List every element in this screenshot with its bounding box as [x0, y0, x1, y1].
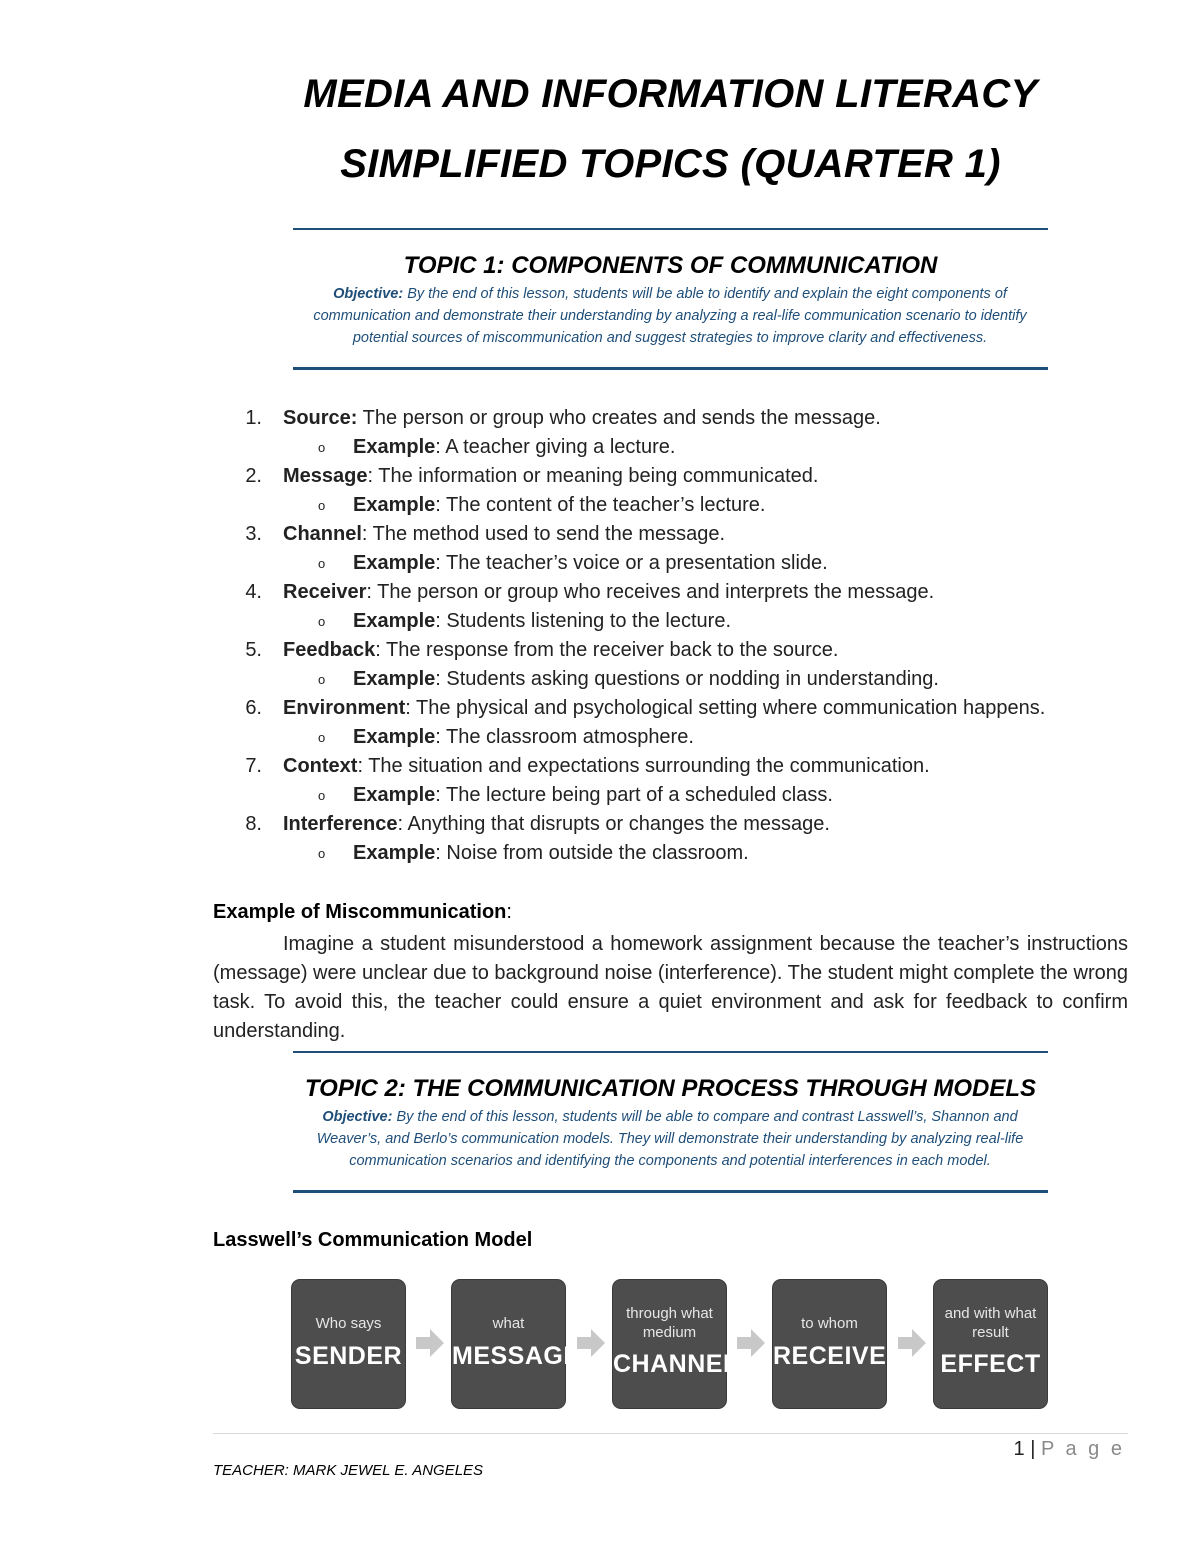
topic2-objective-label: Objective:	[322, 1109, 393, 1125]
component-description: : The physical and psychological setting where communication happens.	[405, 697, 1046, 719]
component-text	[283, 520, 725, 549]
topic1-bottom-rule	[293, 367, 1048, 370]
component-number: 5.	[245, 639, 262, 661]
miscommunication-label: Example of Miscommunication	[213, 901, 507, 923]
page-number	[1014, 1438, 1125, 1461]
arrow-right-icon	[416, 1328, 444, 1358]
lasswell-box-label: RECEIVER	[773, 1342, 905, 1370]
component-description: : Anything that disrupts or changes the message.	[397, 813, 830, 835]
component-description: : The situation and expectations surrounding the communication.	[357, 755, 930, 777]
miscommunication-colon: :	[506, 901, 512, 923]
component-text	[283, 462, 819, 491]
topic1-heading: TOPIC 1: COMPONENTS OF COMMUNICATION	[403, 252, 938, 279]
example-value: : The content of the teacher’s lecture.	[435, 494, 766, 516]
topic2-top-rule	[293, 1051, 1048, 1053]
lasswell-box-caption: what	[492, 1315, 525, 1332]
example-label: Example	[353, 494, 436, 516]
bullet-icon: o	[318, 788, 326, 803]
lasswell-box-caption: Who says	[315, 1315, 382, 1332]
topic1-objective	[300, 283, 1040, 349]
component-number: 1.	[245, 407, 262, 429]
component-term: Context	[283, 755, 358, 777]
lasswell-box-sender	[292, 1280, 405, 1408]
example-label: Example	[353, 726, 436, 748]
component-number: 3.	[245, 523, 262, 545]
page-label: P a g e	[1040, 1438, 1125, 1460]
example-value: : The lecture being part of a scheduled class.	[435, 784, 833, 806]
example-text	[353, 781, 833, 810]
topic2-heading: TOPIC 2: THE COMMUNICATION PROCESS THROUGH MODELS	[304, 1075, 1037, 1102]
bullet-icon: o	[318, 498, 326, 513]
example-text	[353, 839, 749, 868]
component-number: 6.	[245, 697, 262, 719]
example-value: : The classroom atmosphere.	[435, 726, 694, 748]
topic2-bottom-rule	[293, 1190, 1048, 1193]
example-value: : The teacher’s voice or a presentation slide.	[435, 552, 828, 574]
component-text	[283, 752, 930, 781]
component-text	[283, 810, 830, 839]
arrow-right-icon	[737, 1328, 765, 1358]
component-term: Message	[283, 465, 368, 487]
example-value: : Students asking questions or nodding in understanding.	[435, 668, 939, 690]
example-text	[353, 549, 828, 578]
component-number: 8.	[245, 813, 262, 835]
example-label: Example	[353, 552, 436, 574]
topic2-objective-text: By the end of this lesson, students will be able to compare and contrast Lasswell’s, Shannon and Weaver’s, and Berlo’s communication models. They will demonstrate their understanding by analyzing real-life communication scenarios and identifying the components and potential interferences in each model.	[316, 1109, 1024, 1169]
example-label: Example	[353, 784, 436, 806]
component-description: : The person or group who receives and interprets the message.	[366, 581, 935, 603]
example-label: Example	[353, 436, 436, 458]
component-number: 2.	[245, 465, 262, 487]
component-term: Environment	[283, 697, 406, 719]
lasswell-box-message	[452, 1280, 581, 1408]
example-value: : Noise from outside the classroom.	[435, 842, 749, 864]
example-value: : Students listening to the lecture.	[435, 610, 731, 632]
component-term: Receiver	[283, 581, 367, 603]
component-text	[283, 636, 838, 665]
component-description: The person or group who creates and sends the message.	[357, 407, 881, 429]
lasswell-box-label: SENDER	[294, 1342, 403, 1370]
example-label: Example	[353, 842, 436, 864]
component-description: : The response from the receiver back to the source.	[375, 639, 839, 661]
lasswell-box-label: CHANNEL	[613, 1350, 739, 1378]
example-text	[353, 491, 765, 520]
example-text	[353, 665, 939, 694]
bullet-icon: o	[318, 672, 326, 687]
miscommunication-heading	[213, 901, 512, 924]
component-description: : The method used to send the message.	[361, 523, 726, 545]
lasswell-box-label: EFFECT	[940, 1350, 1041, 1378]
bullet-icon: o	[318, 614, 326, 629]
lasswell-heading: Lasswell’s Communication Model	[213, 1229, 533, 1251]
component-term: Channel	[283, 523, 362, 545]
lasswell-box-channel	[613, 1280, 739, 1408]
lasswell-box-label: MESSAGE	[452, 1342, 581, 1370]
component-text	[283, 694, 1045, 723]
lasswell-box-caption: and with what result	[944, 1305, 1037, 1341]
bullet-icon: o	[318, 556, 326, 571]
component-text	[283, 404, 881, 433]
topic1-objective-label: Objective:	[333, 286, 404, 302]
component-term: Interference	[283, 813, 398, 835]
lasswell-box-effect	[934, 1280, 1047, 1408]
bullet-icon: o	[318, 846, 326, 861]
miscommunication-paragraph: Imagine a student misunderstood a homework assignment because the teacher’s instructions (message) were unclear due to background noise (interference). The student might complete the wrong task. To avoid this, the teacher could ensure a quiet environment and ask for feedback to confirm understanding.	[213, 933, 1128, 1042]
lasswell-box-caption: through what medium	[626, 1305, 713, 1341]
page-number-value: 1	[1013, 1438, 1025, 1460]
document-title-line-1: MEDIA AND INFORMATION LITERACY	[303, 72, 1038, 116]
component-number: 7.	[245, 755, 262, 777]
topic2-objective	[300, 1106, 1040, 1172]
arrow-right-icon	[898, 1328, 926, 1358]
topic1-top-rule	[293, 228, 1048, 230]
example-text	[353, 607, 731, 636]
lasswell-box-caption: to whom	[801, 1315, 858, 1332]
teacher-name: TEACHER: MARK JEWEL E. ANGELES	[213, 1462, 484, 1479]
arrow-right-icon	[577, 1328, 605, 1358]
component-term: Source:	[283, 407, 358, 429]
bullet-icon: o	[318, 730, 326, 745]
component-text	[283, 578, 934, 607]
bullet-icon: o	[318, 440, 326, 455]
component-term: Feedback	[283, 639, 376, 661]
document-title-line-2: SIMPLIFIED TOPICS (QUARTER 1)	[340, 142, 1001, 186]
example-value: : A teacher giving a lecture.	[435, 436, 676, 458]
page-separator: |	[1024, 1438, 1041, 1460]
example-text	[353, 433, 675, 462]
component-number: 4.	[245, 581, 262, 603]
topic1-objective-text: By the end of this lesson, students will be able to identify and explain the eight components of communication and demonstrate their understanding by analyzing a real-life communication scenario to identify potential sources of miscommunication and suggest strategies to improve clarity and effectiveness.	[313, 286, 1027, 346]
footer-rule	[213, 1433, 1128, 1434]
example-label: Example	[353, 610, 436, 632]
lasswell-box-receiver	[773, 1280, 905, 1408]
example-text	[353, 723, 694, 752]
example-label: Example	[353, 668, 436, 690]
component-description: : The information or meaning being communicated.	[367, 465, 819, 487]
